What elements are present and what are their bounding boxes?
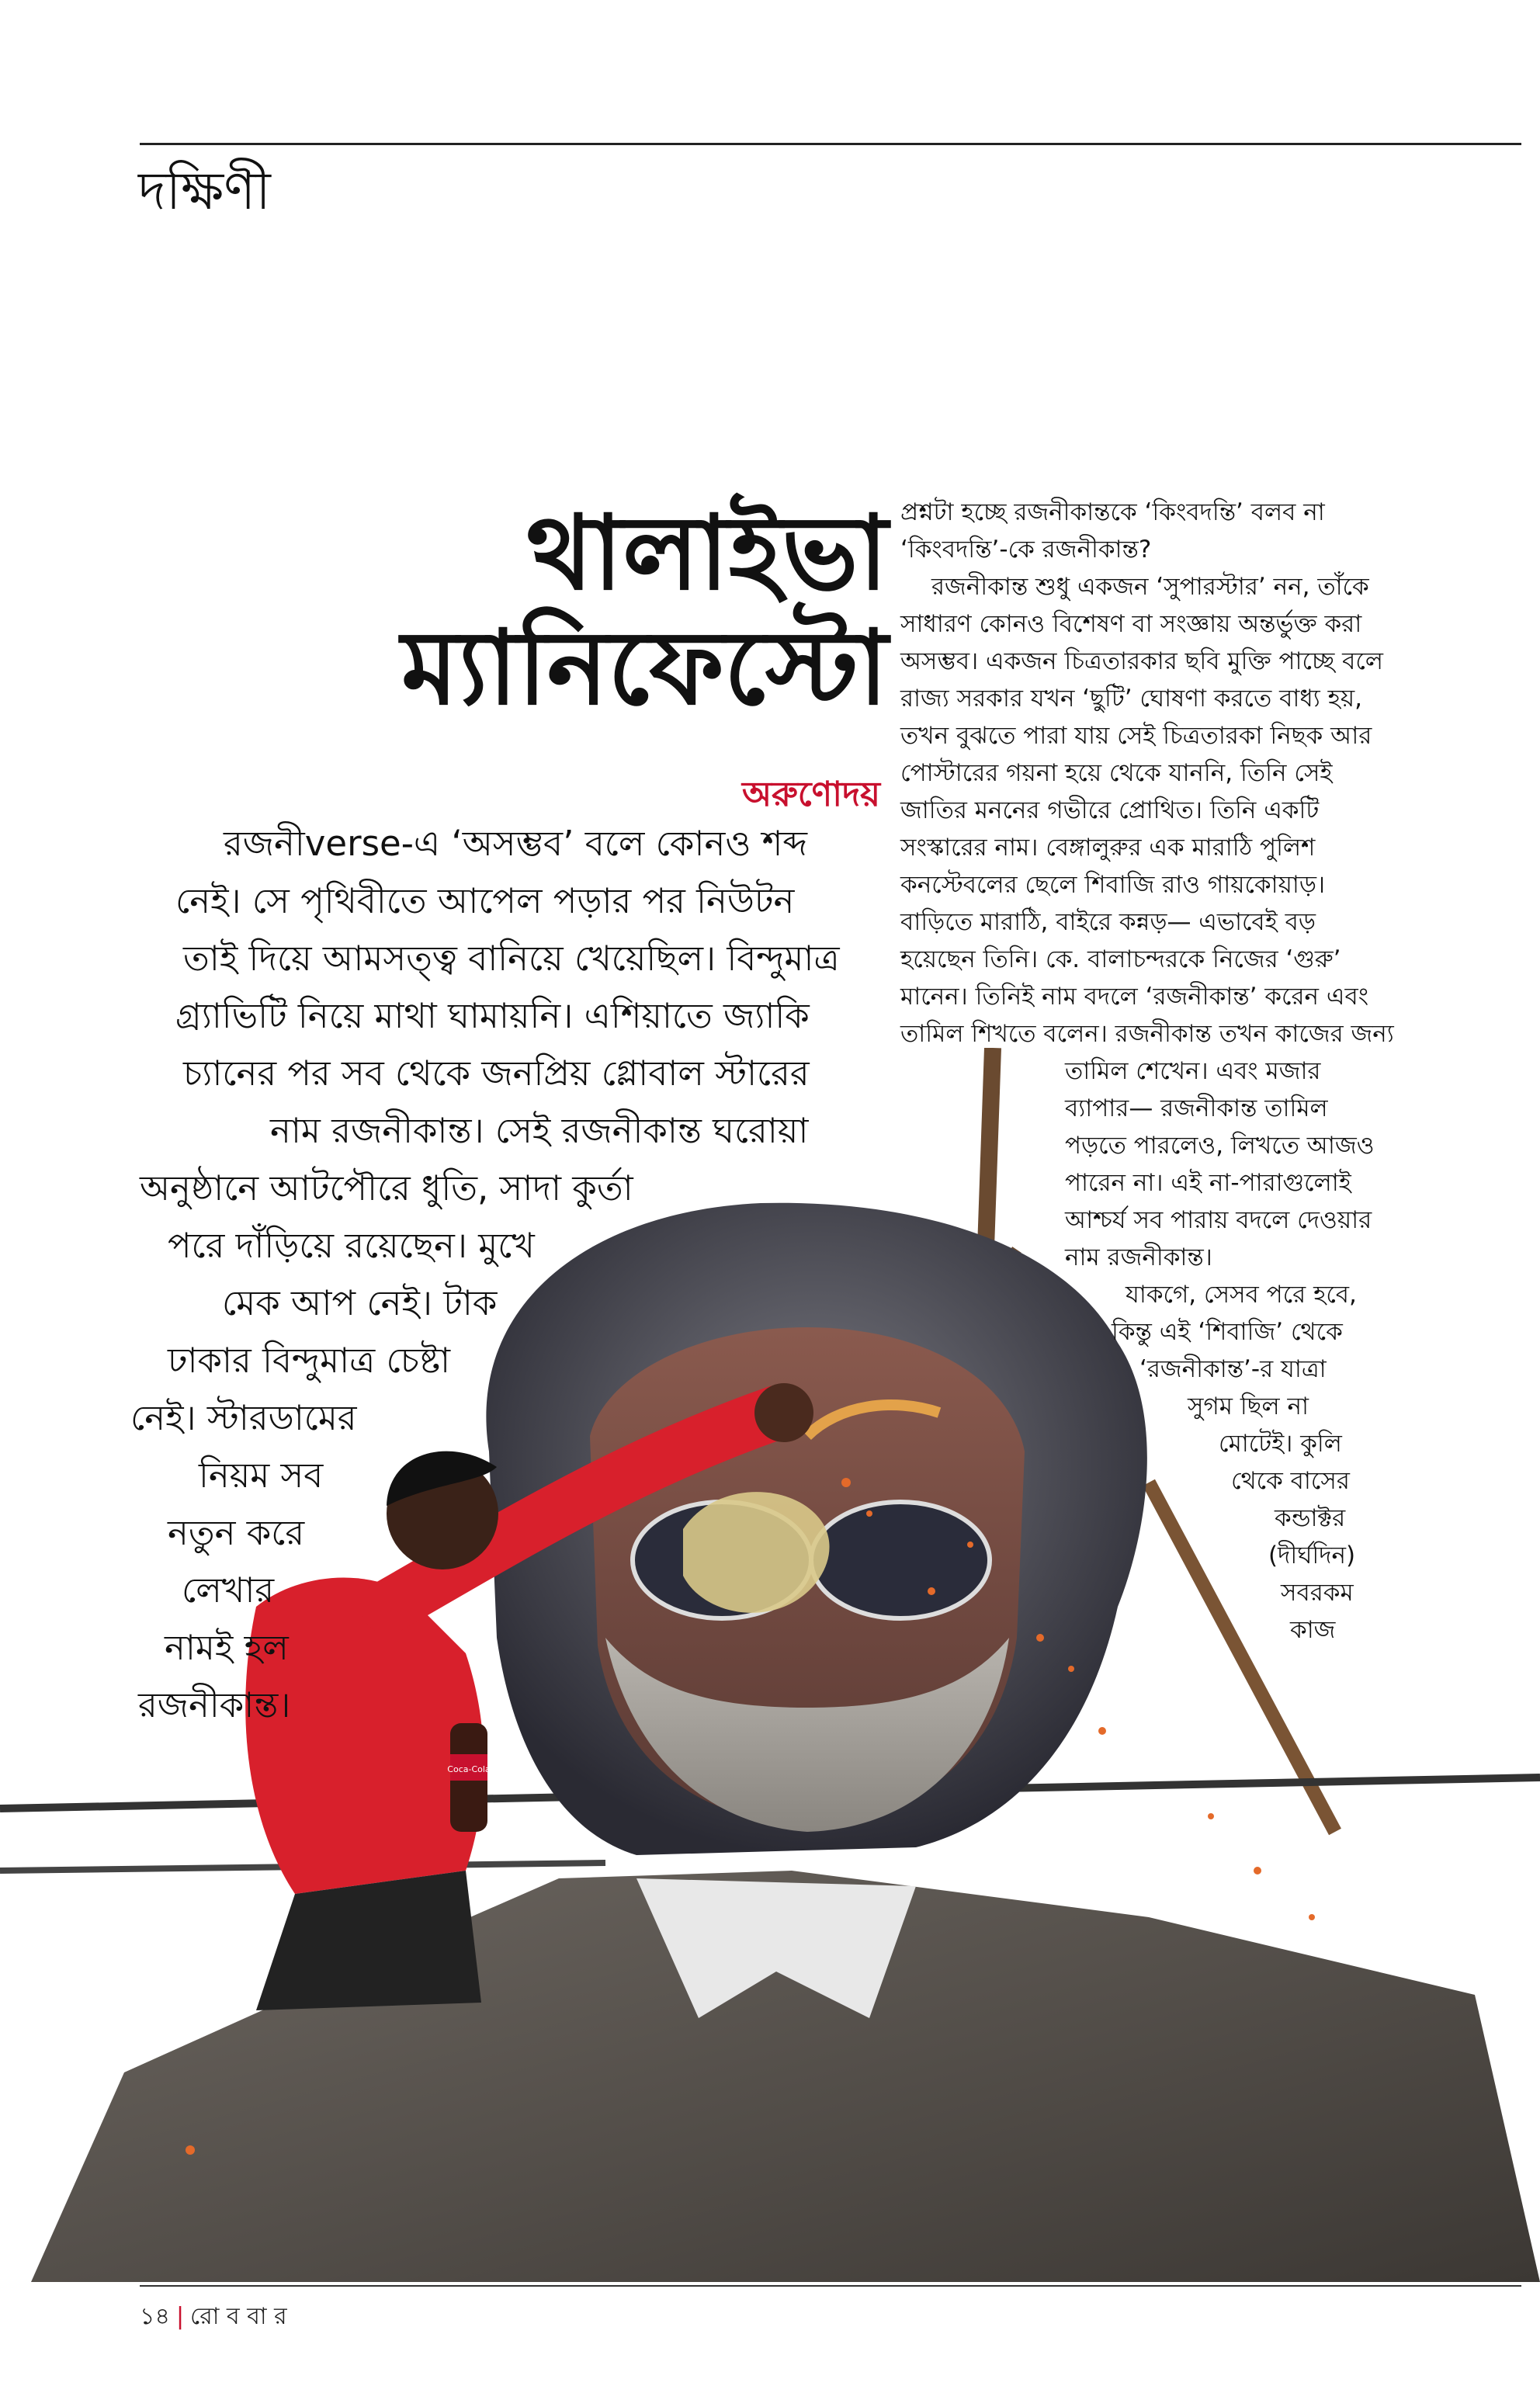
body-line: ব্যাপার— রজনীকান্ত তামিল bbox=[1065, 1094, 1328, 1122]
lead-line: লেখার bbox=[182, 1569, 275, 1611]
body-line: হয়েছেন তিনি। কে. বালাচন্দরকে নিজের ‘গুরু’ bbox=[900, 945, 1341, 973]
body-line: কন্ডাক্টর bbox=[1275, 1504, 1346, 1532]
lead-line: নিয়ম সব bbox=[199, 1455, 324, 1496]
lead-line: নাম রজনীকান্ত। সেই রজনীকান্ত ঘরোয়া bbox=[270, 1110, 809, 1151]
bottom-rule bbox=[140, 2285, 1521, 2287]
body-line: সাধারণ কোনও বিশেষণ বা সংজ্ঞায় অন্তর্ভুক্ত করা bbox=[900, 610, 1362, 638]
body-line: প্রশ্নটা হচ্ছে রজনীকান্তকে ‘কিংবদন্তি’ বলব না bbox=[900, 498, 1325, 526]
body-line: জাতির মননের গভীরে প্রোথিত। তিনি একটি bbox=[900, 796, 1320, 824]
body-line: কনস্টেবলের ছেলে শিবাজি রাও গায়কোয়াড়। bbox=[900, 871, 1326, 899]
lead-line: গ্র্যাভিটি নিয়ে মাথা ঘামায়নি। এশিয়াতে জ্যাকি bbox=[175, 995, 810, 1036]
lead-line: পরে দাঁড়িয়ে রয়েছেন। মুখে bbox=[168, 1225, 535, 1266]
body-line: আশ্চর্য সব পারায় বদলে দেওয়ার bbox=[1065, 1206, 1372, 1234]
magazine-name: রো ব বা র bbox=[190, 2303, 287, 2330]
body-line: কাজ bbox=[1290, 1616, 1336, 1644]
headline bbox=[158, 494, 888, 728]
body-line: তামিল শিখতে বলেন। রজনীকান্ত তখন কাজের জন্য bbox=[900, 1020, 1394, 1048]
body-column bbox=[900, 494, 1459, 1649]
byline: অরুণোদয় bbox=[742, 775, 880, 814]
lead-line: রজনীকান্ত। bbox=[138, 1684, 291, 1725]
body-line: পারেন না। এই না-পারাগুলোই bbox=[1065, 1169, 1351, 1197]
lead-line: নেই। সে পৃথিবীতে আপেল পড়ার পর নিউটন bbox=[175, 880, 795, 921]
body-line: মানেন। তিনিই নাম বদলে ‘রজনীকান্ত’ করেন এবং bbox=[900, 983, 1369, 1011]
body-line: অসম্ভব। একজন চিত্রতারকার ছবি মুক্তি পাচ্ছে বলে bbox=[900, 647, 1383, 675]
body-line: নাম রজনীকান্ত। bbox=[1065, 1243, 1212, 1271]
folio-separator: | bbox=[175, 2303, 185, 2330]
lead-line: তাই দিয়ে আমসত্ত্ব বানিয়ে খেয়েছিল। বিন্দুমাত্র bbox=[183, 938, 840, 979]
lead-line: নামই হল bbox=[165, 1627, 289, 1668]
lead-line: চ্যানের পর সব থেকে জনপ্রিয় গ্লোবাল স্টারের bbox=[183, 1053, 810, 1094]
lead-line: রজনীverse-এ ‘অসম্ভব’ বলে কোনও শব্দ bbox=[224, 823, 807, 864]
lead-line: মেক আপ নেই। টাক bbox=[222, 1282, 498, 1323]
body-line: কিন্তু এই ‘শিবাজি’ থেকে bbox=[1112, 1318, 1343, 1346]
body-line: পোস্টারের গয়না হয়ে থেকে যাননি, তিনি সেই bbox=[900, 759, 1333, 787]
body-line: পড়তে পারলেও, লিখতে আজও bbox=[1065, 1132, 1375, 1160]
body-line: (দীর্ঘদিন) bbox=[1268, 1542, 1356, 1569]
body-line: মোটেই। কুলি bbox=[1219, 1430, 1342, 1458]
body-line: বাড়িতে মারাঠি, বাইরে কন্নড়— এভাবেই বড় bbox=[900, 908, 1316, 936]
folio bbox=[140, 2298, 287, 2337]
lead-line: ঢাকার বিন্দুমাত্র চেষ্টা bbox=[168, 1340, 451, 1381]
body-line: সবরকম bbox=[1281, 1579, 1354, 1607]
top-rule bbox=[140, 143, 1521, 145]
lead-line: নতুন করে bbox=[168, 1512, 305, 1553]
body-line: ‘রজনীকান্ত’-র যাত্রা bbox=[1139, 1355, 1327, 1383]
coke-bottle-text: Coca-Cola bbox=[447, 1764, 491, 1774]
body-line: যাকগে, সেসব পরে হবে, bbox=[1126, 1281, 1357, 1309]
body-line: থেকে বাসের bbox=[1231, 1467, 1350, 1495]
body-line: ‘কিংবদন্তি’-কে রজনীকান্ত? bbox=[900, 536, 1152, 564]
section-label: দক্ষিণী bbox=[138, 161, 271, 222]
body-line: রজনীকান্ত শুধু একজন ‘সুপারস্টার’ নন, তাঁকে bbox=[931, 573, 1369, 601]
body-line: সংস্কারের নাম। বেঙ্গালুরুর এক মারাঠি পুলিশ bbox=[900, 834, 1316, 862]
lead-line: অনুষ্ঠানে আটপৌরে ধুতি, সাদা কুর্তা bbox=[140, 1167, 633, 1209]
page-number: ১৪ bbox=[140, 2303, 170, 2330]
body-line: তখন বুঝতে পারা যায় সেই চিত্রতারকা নিছক আর bbox=[900, 722, 1372, 750]
lead-line: নেই। স্টারডামের bbox=[130, 1397, 357, 1438]
body-line: তামিল শেখেন। এবং মজার bbox=[1065, 1057, 1321, 1085]
headline-line-1: থালাইভা bbox=[526, 494, 888, 613]
headline-line-2: ম্যানিফেস্টো bbox=[401, 608, 888, 728]
body-line: রাজ্য সরকার যখন ‘ছুটি’ ঘোষণা করতে বাধ্য হয়, bbox=[900, 685, 1362, 713]
man-legs bbox=[256, 1871, 481, 2010]
body-line: সুগম ছিল না bbox=[1188, 1392, 1309, 1420]
lead-paragraph bbox=[130, 815, 876, 1734]
